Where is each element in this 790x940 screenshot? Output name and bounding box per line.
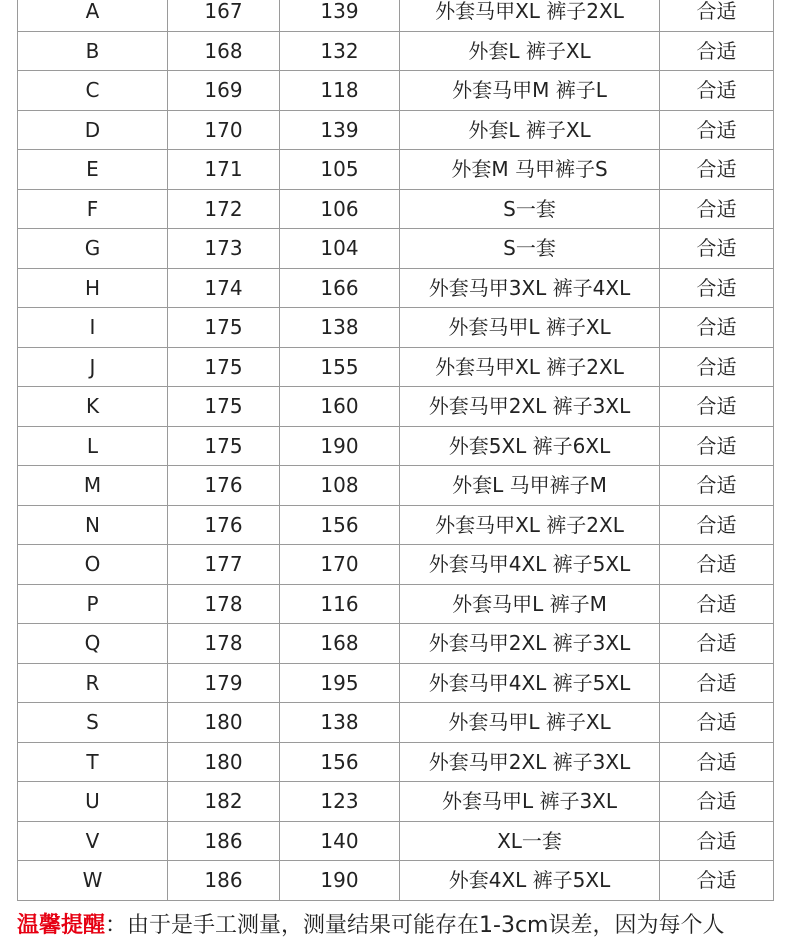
fit-cell: 合适 [660,466,774,506]
height-cell: 186 [168,861,280,901]
model-code-cell: W [18,861,168,901]
table-row [18,150,774,190]
model-code-cell: K [18,387,168,427]
size-cell: 外套L 马甲裤子M [400,466,660,506]
table-row [18,189,774,229]
table-row [18,821,774,861]
height-cell: 177 [168,545,280,585]
height-cell: 175 [168,387,280,427]
table-row [18,308,774,348]
height-cell: 180 [168,703,280,743]
weight-cell: 138 [280,703,400,743]
weight-cell: 104 [280,229,400,269]
weight-cell: 139 [280,0,400,31]
table-row [18,426,774,466]
fit-cell: 合适 [660,268,774,308]
model-code-cell: H [18,268,168,308]
model-code-cell: Q [18,624,168,664]
size-cell: 外套马甲M 裤子L [400,71,660,111]
table-row [18,387,774,427]
weight-cell: 195 [280,663,400,703]
weight-cell: 139 [280,110,400,150]
table-row [18,505,774,545]
weight-cell: 168 [280,624,400,664]
size-cell: 外套L 裤子XL [400,110,660,150]
fit-cell: 合适 [660,308,774,348]
size-cell: 外套马甲XL 裤子2XL [400,347,660,387]
fit-cell: 合适 [660,861,774,901]
table-row [18,624,774,664]
size-cell: 外套马甲L 裤子M [400,584,660,624]
model-code-cell: T [18,742,168,782]
fit-cell: 合适 [660,150,774,190]
table-row [18,347,774,387]
model-code-cell: R [18,663,168,703]
size-cell: 外套马甲2XL 裤子3XL [400,742,660,782]
model-code-cell: J [18,347,168,387]
weight-cell: 138 [280,308,400,348]
size-cell: 外套马甲4XL 裤子5XL [400,545,660,585]
size-cell: 外套马甲L 裤子XL [400,308,660,348]
model-code-cell: O [18,545,168,585]
table-row [18,71,774,111]
weight-cell: 108 [280,466,400,506]
size-cell: 外套马甲4XL 裤子5XL [400,663,660,703]
table-row [18,466,774,506]
model-code-cell: E [18,150,168,190]
size-cell: 外套马甲L 裤子3XL [400,782,660,822]
weight-cell: 160 [280,387,400,427]
size-reference-table [17,0,774,901]
height-cell: 169 [168,71,280,111]
table-row [18,742,774,782]
weight-cell: 156 [280,505,400,545]
fit-cell: 合适 [660,782,774,822]
size-cell: 外套4XL 裤子5XL [400,861,660,901]
model-code-cell: M [18,466,168,506]
model-code-cell: I [18,308,168,348]
model-code-cell: V [18,821,168,861]
fit-cell: 合适 [660,821,774,861]
size-cell: 外套马甲3XL 裤子4XL [400,268,660,308]
weight-cell: 118 [280,71,400,111]
height-cell: 176 [168,466,280,506]
fit-cell: 合适 [660,189,774,229]
weight-cell: 170 [280,545,400,585]
weight-cell: 140 [280,821,400,861]
model-code-cell: C [18,71,168,111]
table-row [18,229,774,269]
height-cell: 172 [168,189,280,229]
height-cell: 179 [168,663,280,703]
table-row [18,861,774,901]
size-cell: 外套L 裤子XL [400,31,660,71]
fit-cell: 合适 [660,584,774,624]
height-cell: 173 [168,229,280,269]
model-code-cell: U [18,782,168,822]
height-cell: 175 [168,308,280,348]
table-row [18,663,774,703]
weight-cell: 106 [280,189,400,229]
height-cell: 167 [168,0,280,31]
warm-reminder-text: ：由于是手工测量，测量结果可能存在1-3cm误差，因为每个人 [105,913,725,938]
size-cell: 外套5XL 裤子6XL [400,426,660,466]
size-cell: 外套马甲XL 裤子2XL [400,0,660,31]
model-code-cell: G [18,229,168,269]
warm-reminder [17,912,724,940]
height-cell: 174 [168,268,280,308]
height-cell: 178 [168,624,280,664]
size-cell: 外套M 马甲裤子S [400,150,660,190]
fit-cell: 合适 [660,742,774,782]
height-cell: 182 [168,782,280,822]
size-cell: 外套马甲XL 裤子2XL [400,505,660,545]
size-cell: S一套 [400,229,660,269]
fit-cell: 合适 [660,71,774,111]
size-cell: 外套马甲2XL 裤子3XL [400,387,660,427]
size-cell: 外套马甲L 裤子XL [400,703,660,743]
table-row [18,703,774,743]
weight-cell: 116 [280,584,400,624]
table-row [18,31,774,71]
fit-cell: 合适 [660,110,774,150]
height-cell: 180 [168,742,280,782]
weight-cell: 132 [280,31,400,71]
size-cell: 外套马甲2XL 裤子3XL [400,624,660,664]
table-row [18,268,774,308]
height-cell: 171 [168,150,280,190]
height-cell: 176 [168,505,280,545]
fit-cell: 合适 [660,387,774,427]
model-code-cell: L [18,426,168,466]
height-cell: 175 [168,426,280,466]
fit-cell: 合适 [660,347,774,387]
fit-cell: 合适 [660,426,774,466]
height-cell: 178 [168,584,280,624]
model-code-cell: B [18,31,168,71]
warm-reminder-label: 温馨提醒 [17,913,106,938]
weight-cell: 123 [280,782,400,822]
fit-cell: 合适 [660,663,774,703]
size-table-body [18,0,774,900]
height-cell: 168 [168,31,280,71]
model-code-cell: P [18,584,168,624]
fit-cell: 合适 [660,31,774,71]
height-cell: 170 [168,110,280,150]
fit-cell: 合适 [660,624,774,664]
table-row [18,545,774,585]
fit-cell: 合适 [660,0,774,31]
table-row [18,584,774,624]
model-code-cell: A [18,0,168,31]
table-row [18,0,774,31]
size-cell: S一套 [400,189,660,229]
model-code-cell: S [18,703,168,743]
height-cell: 175 [168,347,280,387]
weight-cell: 156 [280,742,400,782]
model-code-cell: F [18,189,168,229]
fit-cell: 合适 [660,703,774,743]
model-code-cell: N [18,505,168,545]
table-row [18,782,774,822]
weight-cell: 166 [280,268,400,308]
height-cell: 186 [168,821,280,861]
model-code-cell: D [18,110,168,150]
table-row [18,110,774,150]
weight-cell: 190 [280,426,400,466]
weight-cell: 190 [280,861,400,901]
fit-cell: 合适 [660,545,774,585]
weight-cell: 155 [280,347,400,387]
size-cell: XL一套 [400,821,660,861]
fit-cell: 合适 [660,229,774,269]
weight-cell: 105 [280,150,400,190]
fit-cell: 合适 [660,505,774,545]
